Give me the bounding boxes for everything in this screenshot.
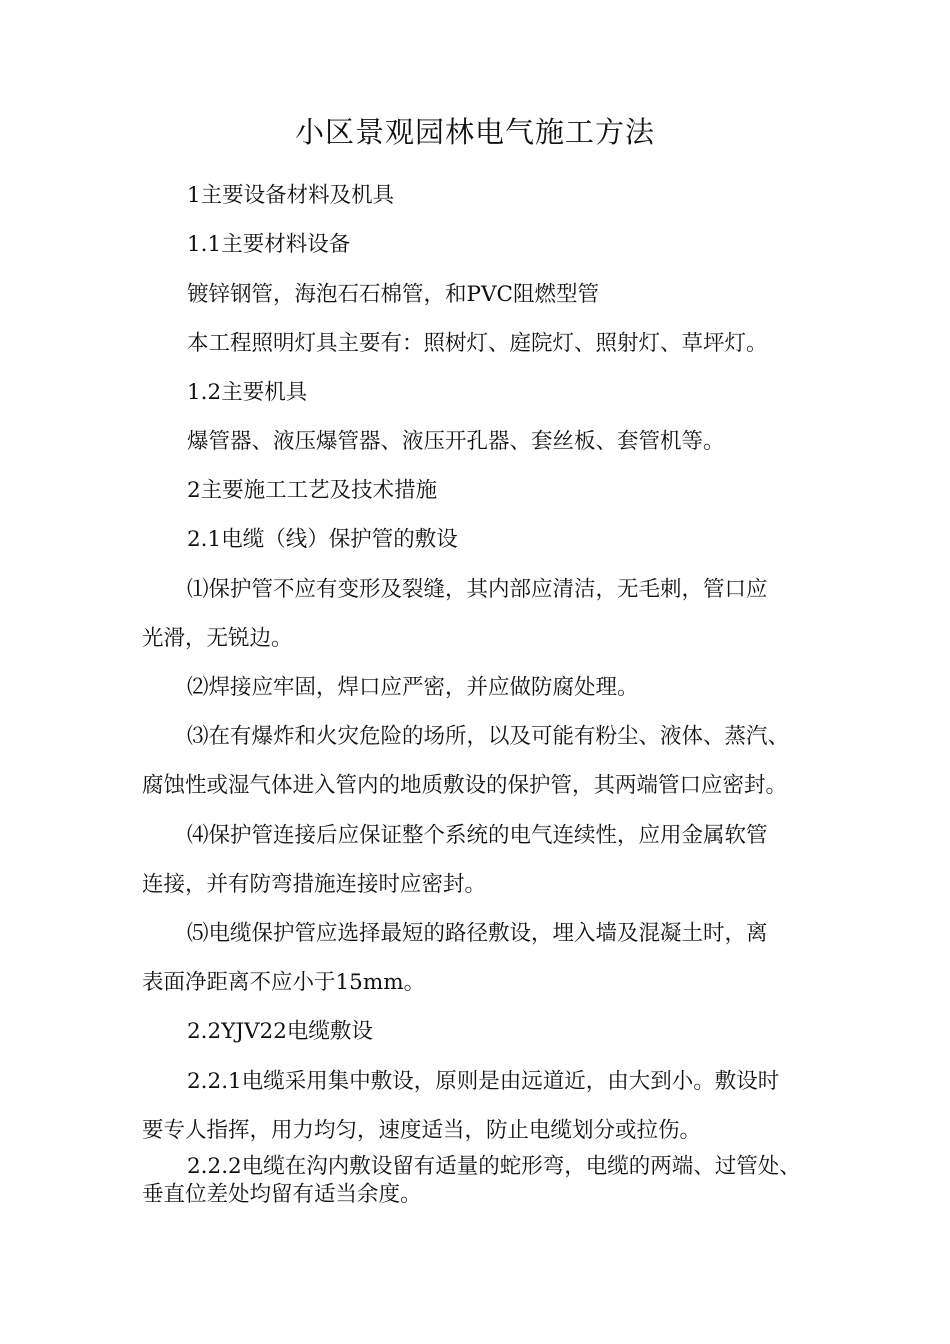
list-item-1-line-2: 光滑，无锐边。 bbox=[142, 626, 293, 651]
heading-section-2: 2主要施工工艺及技术措施 bbox=[187, 478, 438, 503]
list-item-5-line-2: 表面净距离不应小于15mm。 bbox=[142, 970, 426, 995]
list-item-5-line-1: ⑸电缆保护管应选择最短的路径敷设，埋入墙及混凝土时，离 bbox=[187, 921, 768, 946]
paragraph-pipe-materials: 镀锌钢管，海泡石石棉管，和PVC阻燃型管 bbox=[187, 282, 599, 307]
heading-section-1-1: 1.1主要材料设备 bbox=[187, 232, 351, 257]
paragraph-machinery: 爆管器、液压爆管器、液压开孔器、套丝板、套管机等。 bbox=[187, 429, 725, 454]
list-item-2: ⑵焊接应牢固，焊口应严密，并应做防腐处理。 bbox=[187, 675, 639, 700]
heading-section-2-2: 2.2YJV22电缆敷设 bbox=[187, 1019, 373, 1044]
paragraph-lighting-fixtures: 本工程照明灯具主要有：照树灯、庭院灯、照射灯、草坪灯。 bbox=[187, 331, 768, 356]
list-item-4-line-1: ⑷保护管连接后应保证整个系统的电气连续性，应用金属软管 bbox=[187, 823, 768, 848]
heading-section-1-2: 1.2主要机具 bbox=[187, 380, 308, 405]
heading-section-1: 1主要设备材料及机具 bbox=[187, 183, 395, 208]
paragraph-2-2-2-line-1: 2.2.2电缆在沟内敷设留有适量的蛇形弯，电缆的两端、过管处、 bbox=[187, 1154, 801, 1179]
list-item-3-line-1: ⑶在有爆炸和火灾危险的场所，以及可能有粉尘、液体、蒸汽、 bbox=[187, 724, 790, 749]
paragraph-2-2-1-line-2: 要专人指挥，用力均匀，速度适当，防止电缆划分或拉伤。 bbox=[142, 1118, 702, 1143]
paragraph-2-2-1-line-1: 2.2.1电缆采用集中敷设，原则是由远道近，由大到小。敷设时 bbox=[187, 1069, 780, 1094]
list-item-3-line-2: 腐蚀性或湿气体进入管内的地质敷设的保护管，其两端管口应密封。 bbox=[142, 773, 788, 798]
list-item-4-line-2: 连接，并有防弯措施连接时应密封。 bbox=[142, 872, 487, 897]
paragraph-2-2-2-line-2: 垂直位差处均留有适当余度。 bbox=[142, 1182, 422, 1207]
list-item-1-line-1: ⑴保护管不应有变形及裂缝，其内部应清洁，无毛刺，管口应 bbox=[187, 577, 768, 602]
heading-section-2-1: 2.1电缆（线）保护管的敷设 bbox=[187, 527, 458, 552]
document-title: 小区景观园林电气施工方法 bbox=[294, 115, 655, 149]
